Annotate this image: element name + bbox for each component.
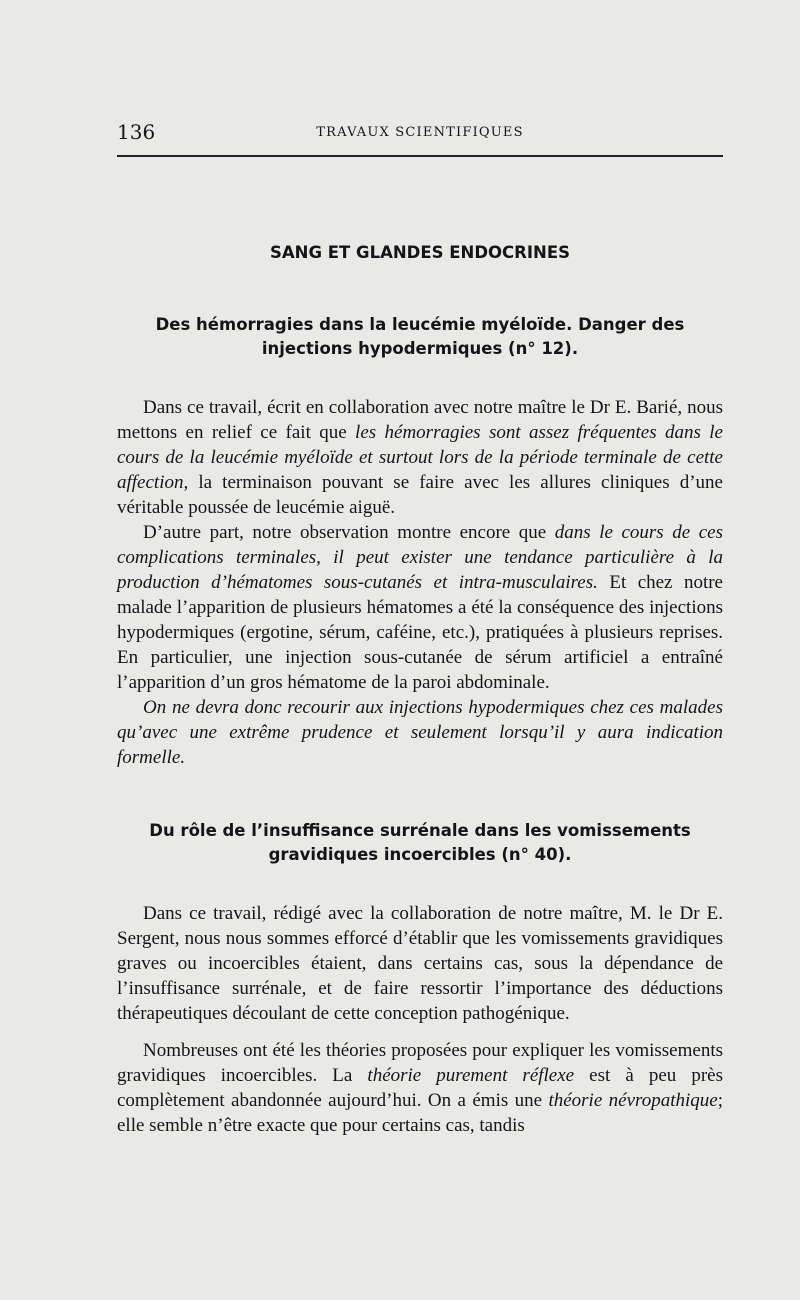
article-1-title: Des hémorragies dans la leucémie myéloïde. Danger des injections hypodermiques (n° 12). bbox=[155, 315, 685, 358]
running-title: TRAVAUX SCIENTIFIQUES bbox=[316, 125, 524, 140]
article-2-paragraph-1: Dans ce travail, rédigé avec la collaboration de notre maître, M. le Dr E. Sergent, nous nous sommes efforcé d’établir que les vomissements gravidiques graves ou incoercibles étaient, dans certains cas, sous la dépendance de l’insuffisance surrénale, et de faire ressortir l’importance des déductions thérapeutiques découlant de cette conception pathogénique. bbox=[117, 903, 723, 1024]
article-2-paragraph-2: Nombreuses ont été les théories proposées pour expliquer les vomissements gravidiques incoercibles. La théorie purement réflexe est à peu près complètement abandonnée aujourd’hui. On a émis une théorie névropathique; elle semble n’être exacte que pour certains cas, tandis bbox=[117, 1040, 723, 1136]
header-rule bbox=[117, 155, 723, 157]
page-content bbox=[117, 243, 723, 1138]
article-2-title: Du rôle de l’insuffisance surrénale dans les vomissements gravidiques incoercibles (n° 40). bbox=[149, 821, 691, 864]
article-1-paragraph-1: Dans ce travail, écrit en collaboration avec notre maître le Dr E. Barié, nous mettons en relief ce fait que les hémorragies sont assez fréquentes dans le cours de la leucémie myéloïde et surtout lors de la période terminale de cette affection, la terminaison pouvant se faire avec les allures cliniques d’une véritable poussée de leucémie aiguë. bbox=[117, 397, 723, 518]
section-title: SANG ET GLANDES ENDOCRINES bbox=[270, 243, 570, 262]
article-1-paragraph-2: D’autre part, notre observation montre encore que dans le cours de ces complications terminales, il peut exister une tendance particulière à la production d’hématomes sous-cutanés et intra-musculaires. Et chez notre malade l’apparition de plusieurs hématomes a été la conséquence des injections hypodermiques (ergotine, sérum, caféine, etc.), pratiquées à plusieurs reprises. En particulier, une injection sous-cutanée de sérum artificiel a entraîné l’apparition d’un gros hématome de la paroi abdominale. bbox=[117, 522, 723, 693]
article-1-paragraph-3: On ne devra donc recourir aux injections hypodermiques chez ces malades qu’avec une extrême prudence et seulement lorsqu’il y aura indication formelle. bbox=[117, 697, 723, 768]
page-header bbox=[117, 120, 723, 144]
page-number: 136 bbox=[117, 120, 156, 144]
